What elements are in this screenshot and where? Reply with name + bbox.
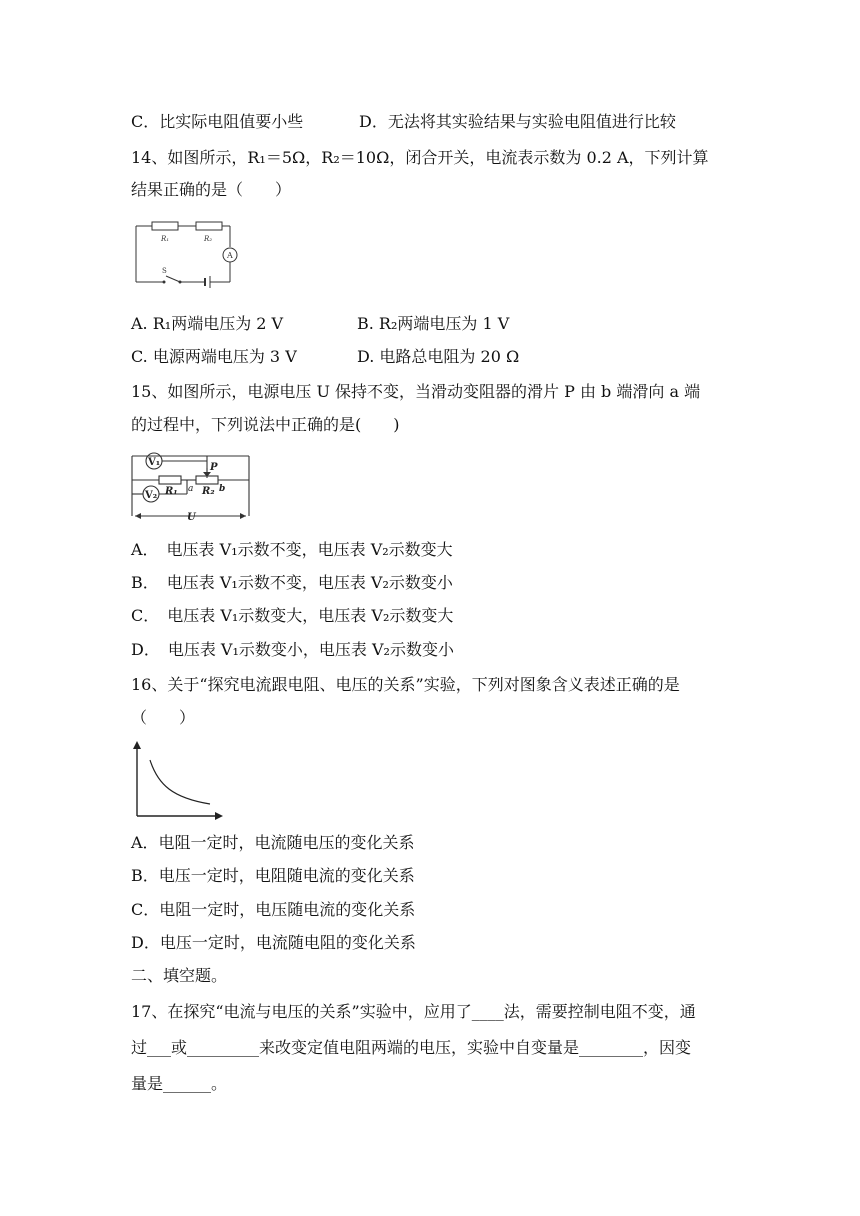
q14-stem-line2: 结果正确的是（ ） <box>131 180 292 199</box>
q16-graph <box>128 740 224 820</box>
q15-r1-resistor <box>159 476 181 484</box>
q16-x-arrow <box>215 812 223 820</box>
q13-option-c: C．比实际电阻值要小些 <box>131 112 304 131</box>
q16-option-a: A．电阻一定时，电流随电压的变化关系 <box>131 833 415 852</box>
q14-stem-line1: 14、如图所示，R₁＝5Ω，R₂＝10Ω，闭合开关，电流表示数为 0.2 A，下列计算 <box>131 148 709 167</box>
q15-label-b: b <box>219 484 226 494</box>
q14-circuit-diagram <box>130 216 242 290</box>
q16-y-arrow <box>133 741 141 749</box>
section2-title: 二、填空题。 <box>131 966 228 985</box>
q17-line3: 量是______。 <box>131 1074 228 1093</box>
q15-label-u: U <box>187 512 196 523</box>
q14-option-a: A. R₁两端电压为 2 V <box>131 314 284 333</box>
q15-label-v1: V₁ <box>148 457 161 468</box>
q16-option-c: C．电阻一定时，电压随电流的变化关系 <box>131 900 416 919</box>
q15-option-d: D． 电压表 V₁示数变小，电压表 V₂示数变小 <box>131 640 454 659</box>
q14-option-d: D. 电路总电阻为 20 Ω <box>357 347 520 366</box>
q15-label-p: P <box>210 462 218 473</box>
q16-option-b: B．电压一定时，电阻随电流的变化关系 <box>131 866 415 885</box>
q14-r2-resistor <box>196 222 222 230</box>
q15-label-r1: R₁ <box>165 486 178 497</box>
q17-line1: 17、在探究“电流与电压的关系”实验中，应用了____法，需要控制电阻不变，通 <box>131 1002 696 1021</box>
q14-label-r2: R₂ <box>204 235 213 243</box>
q15-label-a: a <box>188 484 194 494</box>
q15-option-b: B． 电压表 V₁示数不变，电压表 V₂示数变小 <box>131 573 453 592</box>
q14-label-s: S <box>162 267 167 275</box>
q16-option-d: D．电压一定时，电流随电阻的变化关系 <box>131 933 416 952</box>
q13-option-d: D．无法将其实验结果与实验电阻值进行比较 <box>359 112 676 131</box>
q16-stem-line1: 16、关于“探究电流跟电阻、电压的关系”实验，下列对图象含义表述正确的是 <box>131 675 680 694</box>
q16-curve <box>150 760 210 804</box>
q15-circuit-diagram <box>129 450 253 524</box>
q15-option-c: C． 电压表 V₁示数变大，电压表 V₂示数变大 <box>131 606 454 625</box>
q14-r1-resistor <box>152 222 178 230</box>
q14-switch-blade <box>166 276 180 282</box>
q15-label-r2: R₂ <box>202 486 215 497</box>
q15-option-a: A． 电压表 V₁示数不变，电压表 V₂示数变大 <box>131 540 453 559</box>
q15-stem-line2: 的过程中，下列说法中正确的是( ) <box>131 415 400 434</box>
q14-label-r1: R₁ <box>161 235 170 243</box>
q17-line2: 过___或_________来改变定值电阻两端的电压，实验中自变量是________，因变 <box>131 1038 692 1057</box>
q15-stem-line1: 15、如图所示，电源电压 U 保持不变，当滑动变阻器的滑片 P 由 b 端滑向 a 端 <box>131 382 701 401</box>
q14-option-b: B. R₂两端电压为 1 V <box>357 314 510 333</box>
q16-stem-line2: （ ） <box>131 708 196 727</box>
q14-label-a: A <box>227 251 233 260</box>
q15-label-v2: V₂ <box>145 490 158 501</box>
q14-option-c: C. 电源两端电压为 3 V <box>131 347 297 366</box>
